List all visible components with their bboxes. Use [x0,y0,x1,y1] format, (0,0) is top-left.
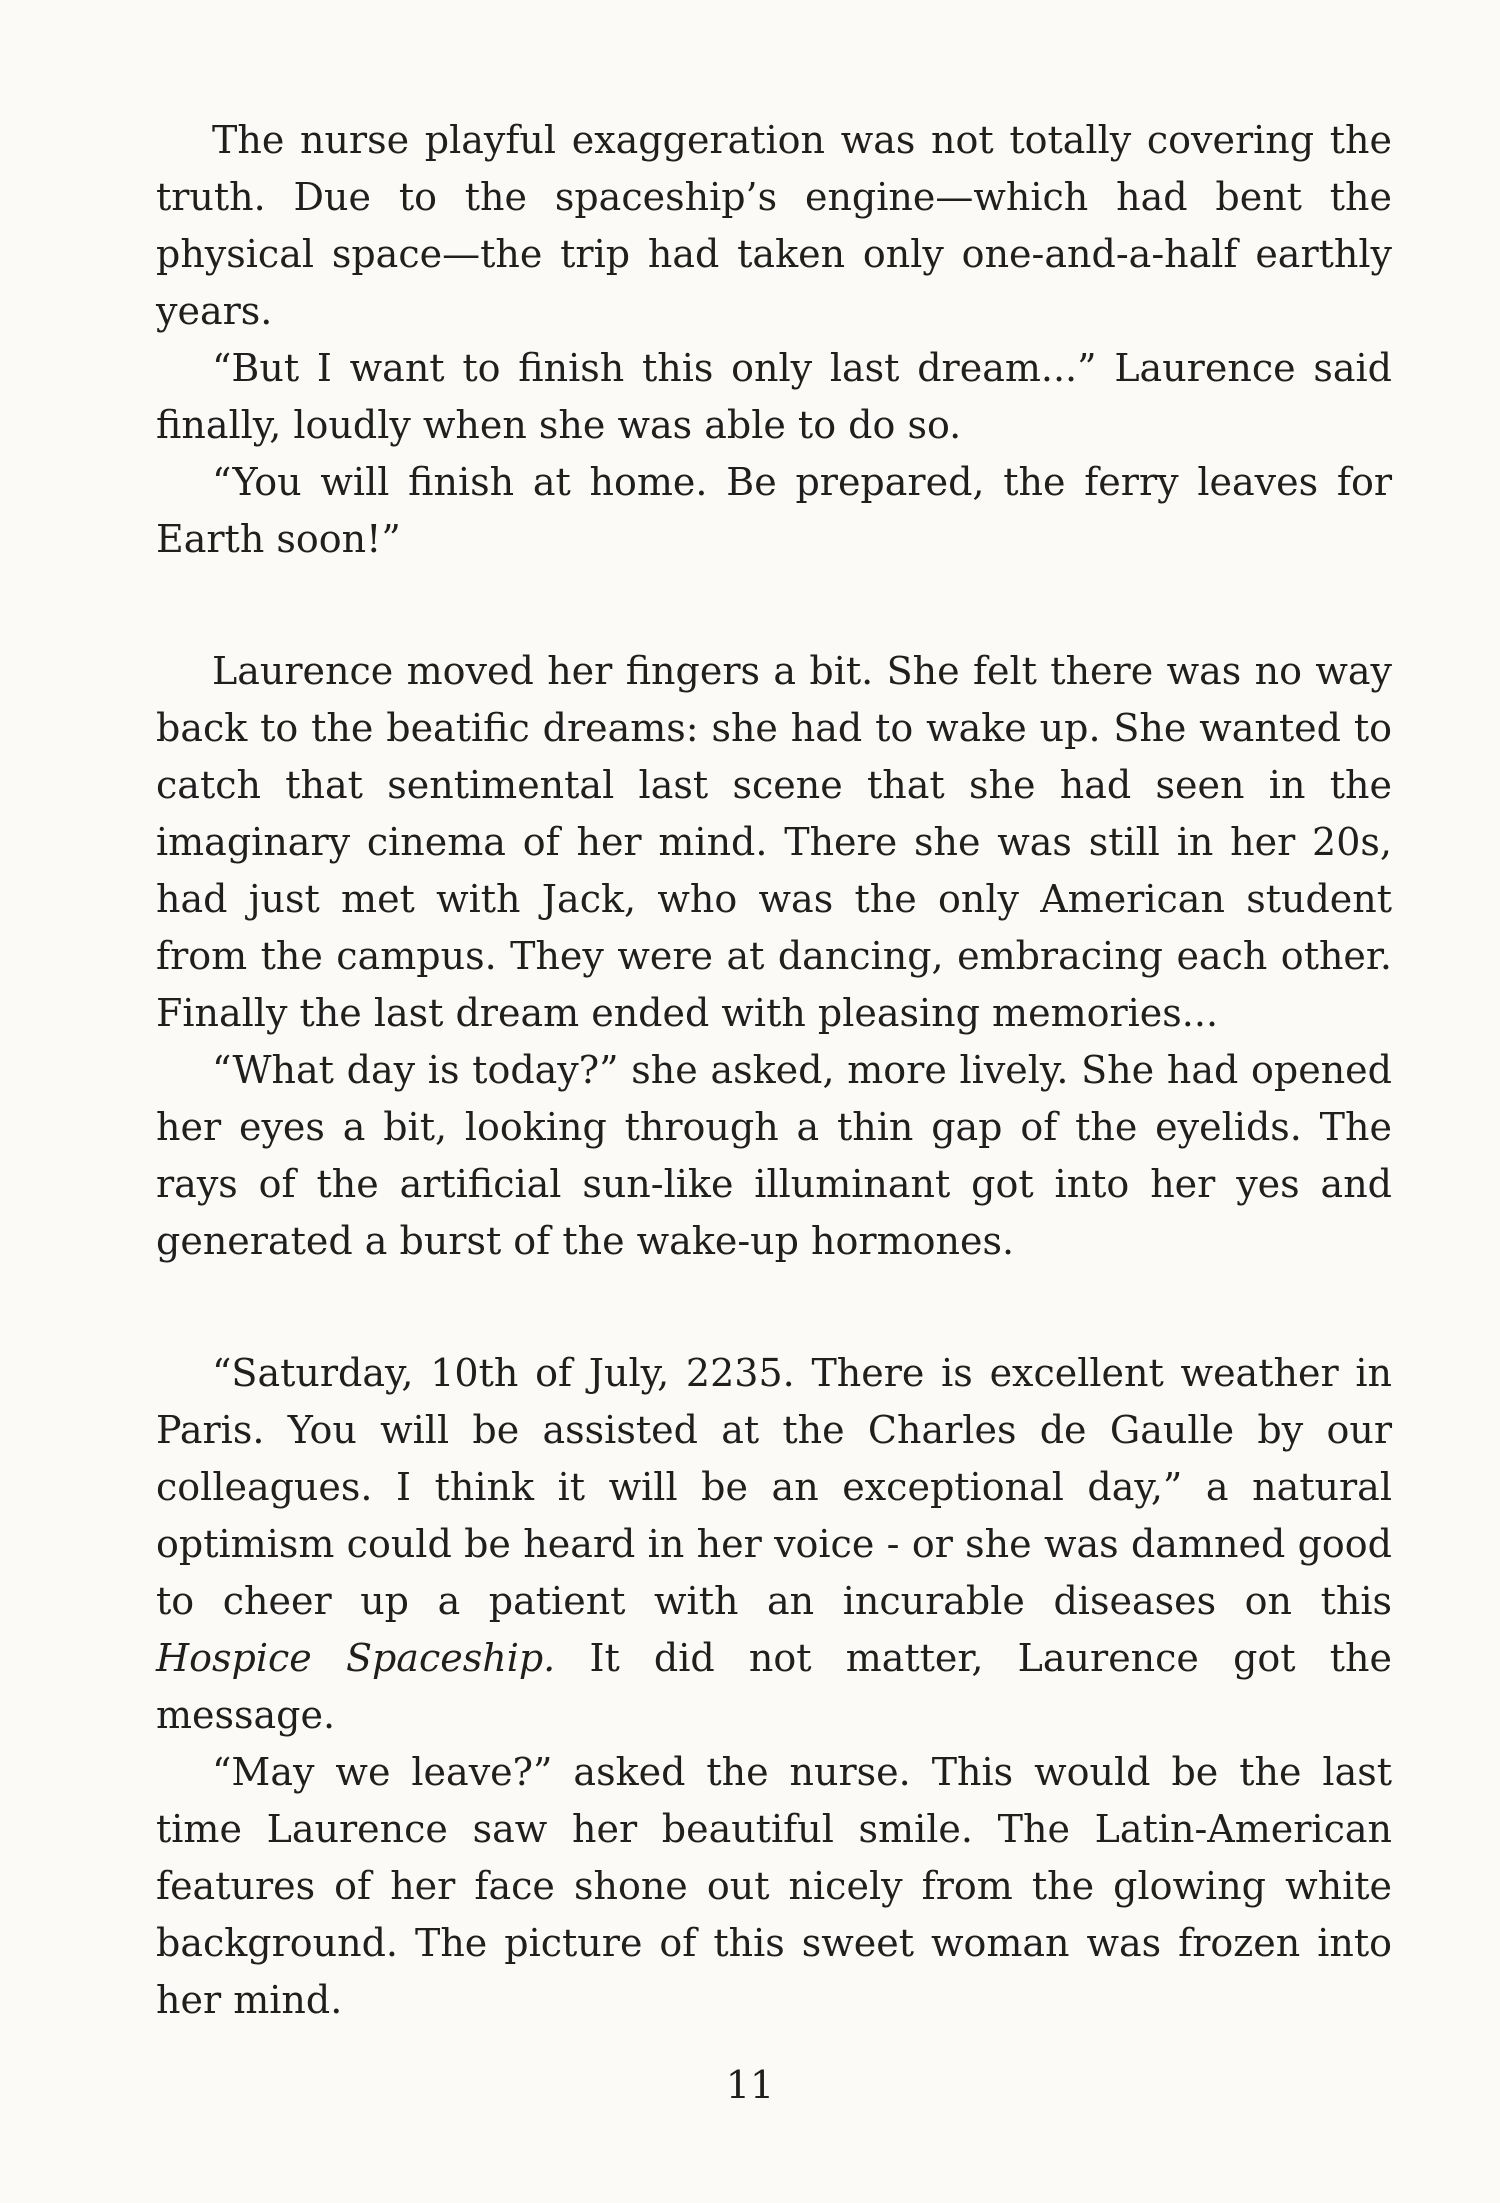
body-text [156,112,1392,2029]
section-break [156,568,1392,643]
paragraph: The nurse playful exaggeration was not totally covering the truth. Due to the spaceship’s engine—which had bent the physical space—the trip had taken only one-and-a-half earthly years. [156,118,1392,333]
paragraph-text: “Saturday, 10th of July, 2235. There is excellent weather in Paris. You will be assisted at the Charles de Gaulle by our colleagues. I think it will be an exceptional day,” a natural optimism could be heard in her voice - or she was damned good to cheer up a patient with an incurable diseases on this [156,1351,1392,1623]
paragraph-text: It did not matter, Laurence got the message. [156,1636,1392,1737]
paragraph: “May we leave?” asked the nurse. This would be the last time Laurence saw her beautiful smile. The Latin-American features of her face shone out nicely from the glowing white background. The picture of this sweet woman was frozen into her mind. [156,1750,1392,2022]
paragraph: “What day is today?” she asked, more lively. She had opened her eyes a bit, looking through a thin gap of the eyelids. The rays of the artificial sun-like illuminant got into her yes and generated a burst of the wake-up hormones. [156,1048,1392,1263]
paragraph: “But I want to finish this only last dream...” Laurence said finally, loudly when she was able to do so. [156,346,1392,447]
page-number: 11 [725,2063,775,2107]
section-break [156,1270,1392,1345]
paragraph: Laurence moved her fingers a bit. She felt there was no way back to the beatific dreams: she had to wake up. She wanted to catch that sentimental last scene that she had seen in the imaginary cinema of her mind. There she was still in her 20s, had just met with Jack, who was the only American student from the campus. They were at dancing, embracing each other. Finally the last dream ended with pleasing memories... [156,649,1392,1035]
paragraph: “You will finish at home. Be prepared, the ferry leaves for Earth soon!” [156,460,1392,561]
paragraph [156,1345,1392,1744]
ship-name-italic: Hospice Spaceship. [156,1636,556,1680]
